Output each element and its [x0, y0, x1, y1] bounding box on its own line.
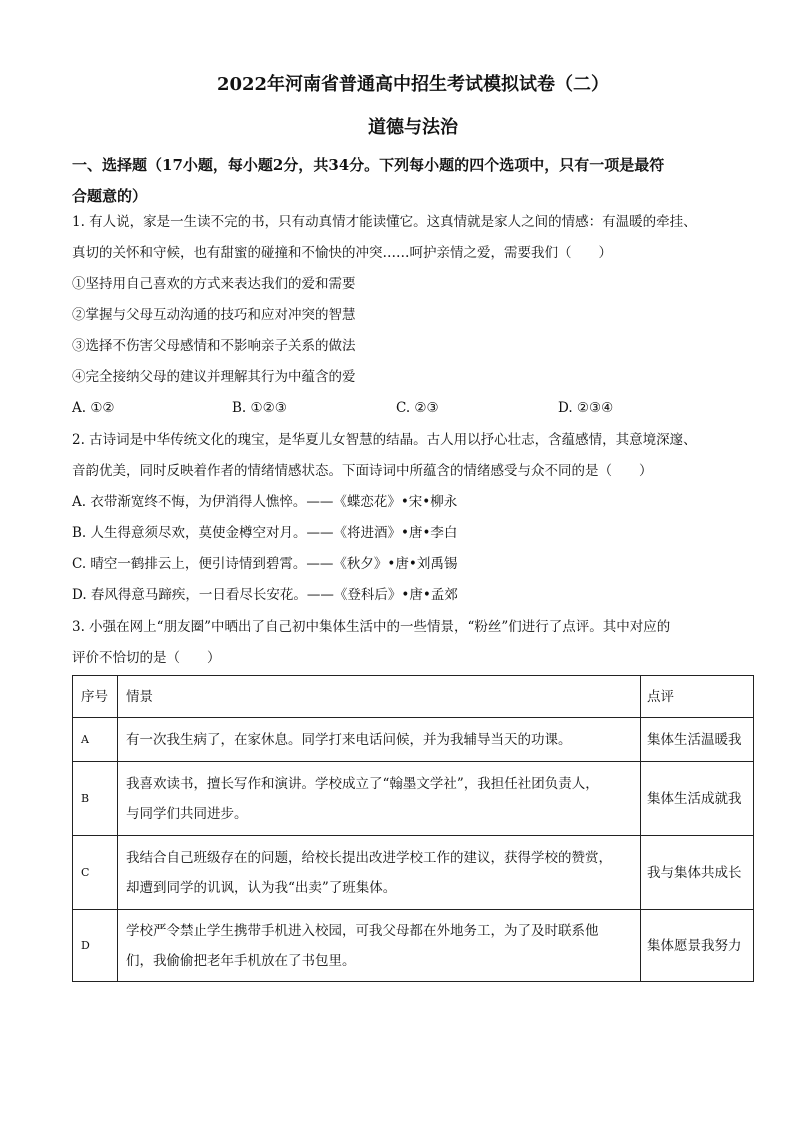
- statement-item: ③选择不伤害父母感情和不影响亲子关系的做法: [72, 338, 356, 354]
- question-1-options: [72, 393, 754, 424]
- table-row: [73, 836, 754, 910]
- question-2: [72, 425, 754, 611]
- row-comment: 集体生活温暖我: [641, 718, 754, 762]
- row-comment: 集体愿景我努力: [641, 910, 754, 982]
- question-text: 评价不恰切的是（ ）: [72, 650, 221, 666]
- scenario-line: 却遭到同学的讥讽，认为我“出卖”了班集体。: [126, 879, 397, 896]
- option-c: C. ②③: [396, 400, 439, 416]
- section-header-line: 一、选择题（17小题，每小题2分，共34分。下列每小题的四个选项中，只有一项是最符: [72, 156, 665, 174]
- row-scenario: [118, 718, 641, 762]
- row-id: B: [73, 762, 118, 836]
- table-row: [73, 718, 754, 762]
- table-row: [73, 762, 754, 836]
- question-text: 音韵优美，同时反映着作者的情绪情感状态。下面诗词中所蕴含的情绪感受与众不同的是（ ）: [72, 463, 653, 479]
- scenario-line: 有一次我生病了，在家休息。同学打来电话问候，并为我辅导当天的功课。: [126, 731, 572, 748]
- row-comment: 我与集体共成长: [641, 836, 754, 910]
- table-header-cell: 序号: [73, 676, 118, 718]
- option-d: D. ②③④: [558, 400, 614, 416]
- scenario-table: [72, 675, 754, 982]
- table-header-row: [73, 676, 754, 718]
- table-row: [73, 910, 754, 982]
- scenario-line: 我结合自己班级存在的问题，给校长提出改进学校工作的建议，获得学校的赞赏，: [126, 849, 612, 866]
- statement-item: ①坚持用自己喜欢的方式来表达我们的爱和需要: [72, 276, 356, 292]
- question-text: 2. 古诗词是中华传统文化的瑰宝，是华夏儿女智慧的结晶。古人用以抒心壮志，含蕴感情，其意境深邃、: [72, 432, 697, 448]
- scenario-line: 我喜欢读书，擅长写作和演讲。学校成立了“翰墨文学社”，我担任社团负责人，: [126, 775, 599, 792]
- question-3: [72, 612, 754, 674]
- option-a: A. 衣带渐宽终不悔，为伊消得人憔悴。——《蝶恋花》•宋•柳永: [72, 494, 458, 510]
- scenario-line: 与同学们共同进步。: [126, 805, 248, 822]
- row-scenario: [118, 762, 641, 836]
- option-b: B. 人生得意须尽欢，莫使金樽空对月。——《将进酒》•唐•李白: [72, 525, 458, 541]
- row-comment: 集体生活成就我: [641, 762, 754, 836]
- option-d: D. 春风得意马蹄疾，一日看尽长安花。——《登科后》•唐•孟郊: [72, 587, 458, 603]
- scenario-line: 学校严令禁止学生携带手机进入校园，可我父母都在外地务工，为了及时联系他: [126, 922, 599, 939]
- option-b: B. ①②③: [232, 400, 287, 416]
- table-header-cell: 点评: [641, 676, 754, 718]
- question-text: 3. 小强在网上“朋友圈”中晒出了自己初中集体生活中的一些情景，“粉丝”们进行了点评。其中对应的: [72, 619, 671, 635]
- section-header: [72, 150, 754, 212]
- row-scenario: [118, 836, 641, 910]
- table-header-cell: 情景: [118, 676, 641, 718]
- option-a: A. ①②: [72, 400, 115, 416]
- row-scenario: [118, 910, 641, 982]
- subject-title: 道德与法治: [368, 117, 458, 138]
- section-header-line: 合题意的）: [72, 187, 148, 205]
- row-id: A: [73, 718, 118, 762]
- question-1: [72, 207, 754, 393]
- statement-item: ②掌握与父母互动沟通的技巧和应对冲突的智慧: [72, 307, 356, 323]
- row-id: D: [73, 910, 118, 982]
- question-text: 1. 有人说，家是一生读不完的书，只有动真情才能读懂它。这真情就是家人之间的情感：有温暖的牵挂、: [72, 214, 697, 230]
- question-text: 真切的关怀和守候，也有甜蜜的碰撞和不愉快的冲突……呵护亲情之爱，需要我们（ ）: [72, 245, 612, 261]
- page-title: 2022年河南省普通高中招生考试模拟试卷（二）: [216, 74, 610, 95]
- scenario-line: 们，我偷偷把老年手机放在了书包里。: [126, 952, 356, 969]
- row-id: C: [73, 836, 118, 910]
- statement-item: ④完全接纳父母的建议并理解其行为中蕴含的爱: [72, 369, 356, 385]
- option-c: C. 晴空一鹤排云上，便引诗情到碧霄。——《秋夕》•唐•刘禹锡: [72, 556, 458, 572]
